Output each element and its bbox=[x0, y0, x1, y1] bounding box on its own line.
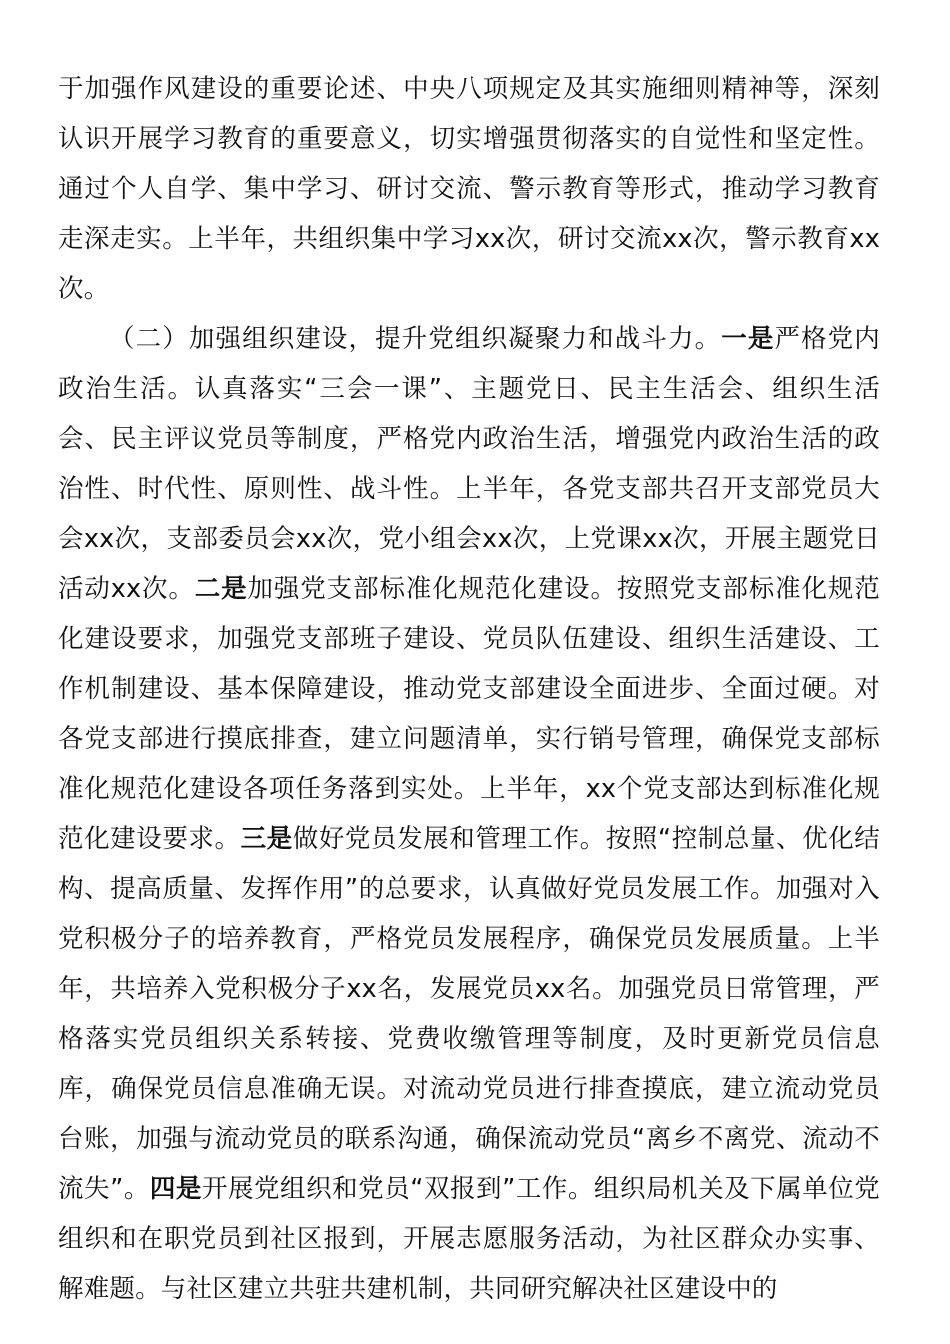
point-4-text: 开展党组织和党员“双报到”工作。组织局机关及下属单位党组织和在职党员到社区报到，开展志愿服务活动，为社区群众办实事、解难题。与社区建立共驻共建机制，共同研究解决社区建设中的 bbox=[58, 1174, 880, 1304]
document-page bbox=[58, 64, 880, 1314]
paragraph-1-text: 于加强作风建设的重要论述、中央八项规定及其实施细则精神等，深刻认识开展学习教育的重要意义，切实增强贯彻落实的自觉性和坚定性。通过个人自学、集中学习、研讨交流、警示教育等形式，推动学习教育走深走实。上半年，共组织集中学习xx次，研讨交流xx次，警示教育xx次。 bbox=[58, 74, 880, 304]
point-3-text: 做好党员发展和管理工作。按照“控制总量、优化结构、提高质量、发挥作用”的总要求，认真做好党员发展工作。加强对入党积极分子的培养教育，严格党员发展程序，确保党员发展质量。上半年，共培养入党积极分子xx名，发展党员xx名。加强党员日常管理，严格落实党员组织关系转接、党费收缴管理等制度，及时更新党员信息库，确保党员信息准确无误。对流动党员进行排查摸底，建立流动党员台账，加强与流动党员的联系沟通，确保流动党员“离乡不离党、流动不流失”。 bbox=[58, 824, 881, 1204]
section-heading: （二）加强组织建设，提升党组织凝聚力和战斗力。 bbox=[109, 324, 722, 354]
point-4-label: 四是 bbox=[149, 1174, 202, 1204]
point-3-label: 三是 bbox=[240, 824, 293, 854]
paragraph-study-education bbox=[58, 64, 880, 314]
point-2-text: 加强党支部标准化规范化建设。按照党支部标准化规范化建设要求，加强党支部班子建设、党员队伍建设、组织生活建设、工作机制建设、基本保障建设，推动党支部建设全面进步、全面过硬。对各党支部进行摸底排查，建立问题清单，实行销号管理，确保党支部标准化规范化建设各项任务落到实处。上半年，xx个党支部达到标准化规范化建设要求。 bbox=[58, 574, 880, 854]
point-1-text: 严格党内政治生活。认真落实“三会一课”、主题党日、民主生活会、组织生活会、民主评议党员等制度，严格党内政治生活，增强党内政治生活的政治性、时代性、原则性、战斗性。上半年，各党支部共召开支部党员大会xx次，支部委员会xx次，党小组会xx次，上党课xx次，开展主题党日活动xx次。 bbox=[58, 324, 880, 604]
point-1-label: 一是 bbox=[721, 324, 775, 354]
paragraph-organization-building bbox=[58, 314, 880, 1314]
point-2-label: 二是 bbox=[194, 574, 248, 604]
